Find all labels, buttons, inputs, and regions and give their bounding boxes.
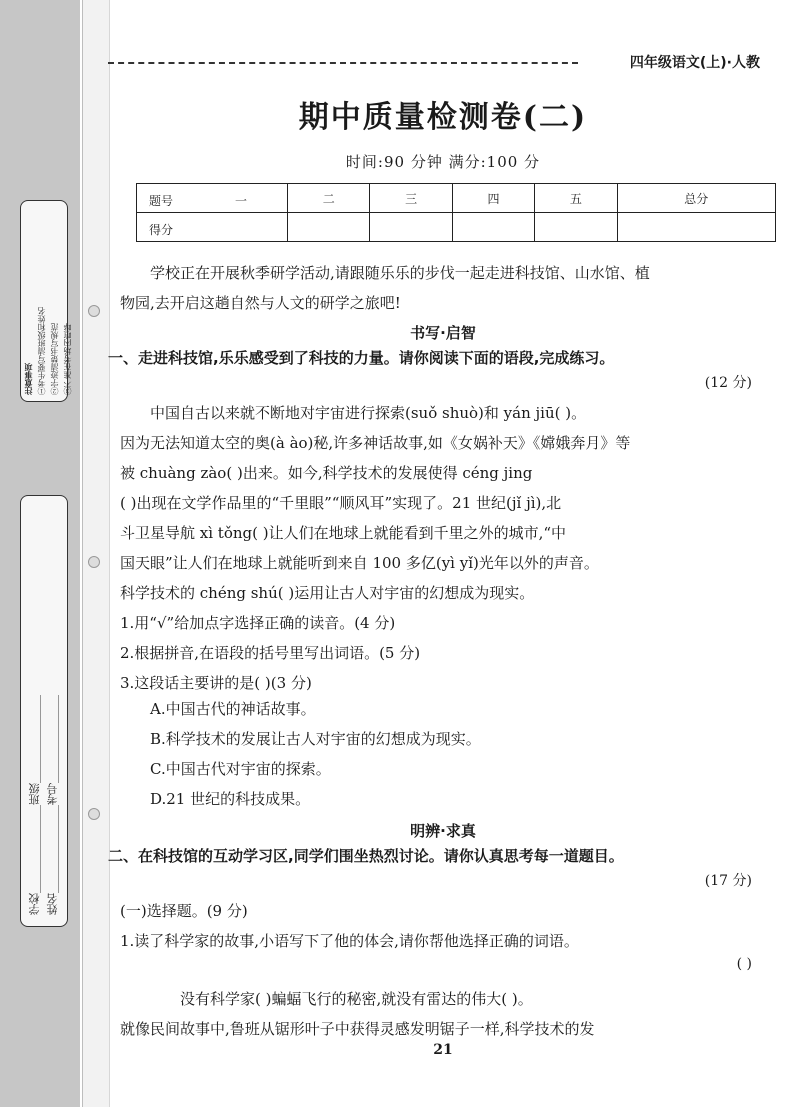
col-label: 五 xyxy=(535,184,617,213)
sub-question: 3.这段话主要讲的是( )(3 分) xyxy=(120,674,312,692)
question-points: (12 分) xyxy=(704,375,752,391)
passage-line: 科学技术的 chéng shú( )运用让古人对宇宙的幻想成为现实。 xyxy=(120,584,535,602)
exam-subtitle: 时间:90 分钟 满分:100 分 xyxy=(345,153,541,171)
notice-line: ①考生要写清班级和姓名 xyxy=(37,307,46,395)
passage-line: 被 chuàng zào( )出来。如今,科学技术的发展使得 céng jing xyxy=(120,464,533,482)
score-label: 得分 xyxy=(149,223,174,237)
question-number-label: 题号 xyxy=(149,194,174,208)
col-label: 总分 xyxy=(617,184,775,213)
intro-line: 物园,去开启这趟自然与人文的研学之旅吧! xyxy=(120,294,401,312)
binding-margin xyxy=(82,0,110,1107)
part-heading: (一)选择题。(9 分) xyxy=(120,902,248,920)
binding-hole xyxy=(88,556,100,568)
notice-text xyxy=(22,205,72,395)
option-d: D.21 世纪的科技成果。 xyxy=(150,790,311,808)
header-dashed-line xyxy=(108,62,578,64)
notice-line: ②字迹清楚书写规范 xyxy=(50,323,59,395)
text-line: 没有科学家( )蝙蝠飞行的秘密,就没有雷达的伟大( )。 xyxy=(180,990,533,1008)
binding-hole xyxy=(88,808,100,820)
sub-question: 1.用“√”给加点字选择正确的读音。(4 分) xyxy=(120,614,396,632)
question-title: 一、走进科技馆,乐乐感受到了科技的力量。请你阅读下面的语段,完成练习。 xyxy=(108,349,615,367)
notice-line: ③不准在考场内喧哗 xyxy=(63,323,72,395)
col-label: 一 xyxy=(235,194,248,208)
text-line: 就像民间故事中,鲁班从锯形叶子中获得灵感发明锯子一样,科学技术的发 xyxy=(120,1020,595,1038)
question-title: 二、在科技馆的互动学习区,同学们围坐热烈讨论。请你认真思考每一道题目。 xyxy=(108,847,624,865)
answer-blank[interactable]: ( ) xyxy=(736,956,752,972)
score-row-label-cell xyxy=(137,213,288,242)
question-points: (17 分) xyxy=(704,873,752,889)
score-cell[interactable] xyxy=(288,213,370,242)
section-heading: 明辨·求真 xyxy=(410,822,476,840)
page-number: 21 xyxy=(433,1042,453,1058)
sub-question: 1.读了科学家的故事,小语写下了他的体会,请你帮他选择正确的词语。 xyxy=(120,932,579,950)
exam-title: 期中质量检测卷(二) xyxy=(298,100,588,135)
school-label: 学校 xyxy=(28,893,41,915)
col-label: 二 xyxy=(288,184,370,213)
page-content xyxy=(108,0,778,1107)
option-b: B.科学技术的发展让古人对宇宙的幻想成为现实。 xyxy=(150,730,481,748)
col-label: 三 xyxy=(370,184,452,213)
intro-line: 学校正在开展秋季研学活动,请跟随乐乐的步伐一起走进科技馆、山水馆、植 xyxy=(150,264,650,282)
notice-heading: 注意事项 xyxy=(23,363,33,395)
col-label: 四 xyxy=(452,184,534,213)
passage-line: 斗卫星导航 xì tǒng( )让人们在地球上就能看到千里之外的城市,“中 xyxy=(120,524,567,542)
passage-line: 中国自古以来就不断地对宇宙进行探索(suǒ shuò)和 yán jiū( )。 xyxy=(150,404,587,422)
score-cell[interactable] xyxy=(535,213,617,242)
class-label: 班级 xyxy=(28,783,41,805)
score-cell[interactable] xyxy=(370,213,452,242)
student-info-fields: 学校________________班级________________ 姓名________________考号________________ xyxy=(28,695,59,915)
sub-question: 2.根据拼音,在语段的括号里写出词语。(5 分) xyxy=(120,644,421,662)
option-a: A.中国古代的神话故事。 xyxy=(150,700,316,718)
grade-label: 四年级语文(上)·人教 xyxy=(629,55,760,71)
exam-number-label: 考号 xyxy=(46,783,59,805)
score-cell[interactable] xyxy=(617,213,775,242)
score-table xyxy=(136,183,776,242)
option-c: C.中国古代对宇宙的探索。 xyxy=(150,760,331,778)
passage-line: 因为无法知道太空的奥(à ào)秘,许多神话故事,如《女娲补天》《嫦娥奔月》等 xyxy=(120,434,631,452)
name-label: 姓名 xyxy=(46,893,59,915)
section-heading: 书写·启智 xyxy=(410,324,476,342)
binding-hole xyxy=(88,305,100,317)
passage-line: ( )出现在文学作品里的“千里眼”“顺风耳”实现了。21 世纪(jǐ jì),北 xyxy=(120,494,562,512)
score-cell[interactable] xyxy=(452,213,534,242)
score-table-header-cell xyxy=(137,184,288,213)
passage-line: 国天眼”让人们在地球上就能听到来自 100 多亿(yì yǐ)光年以外的声音。 xyxy=(120,554,599,572)
